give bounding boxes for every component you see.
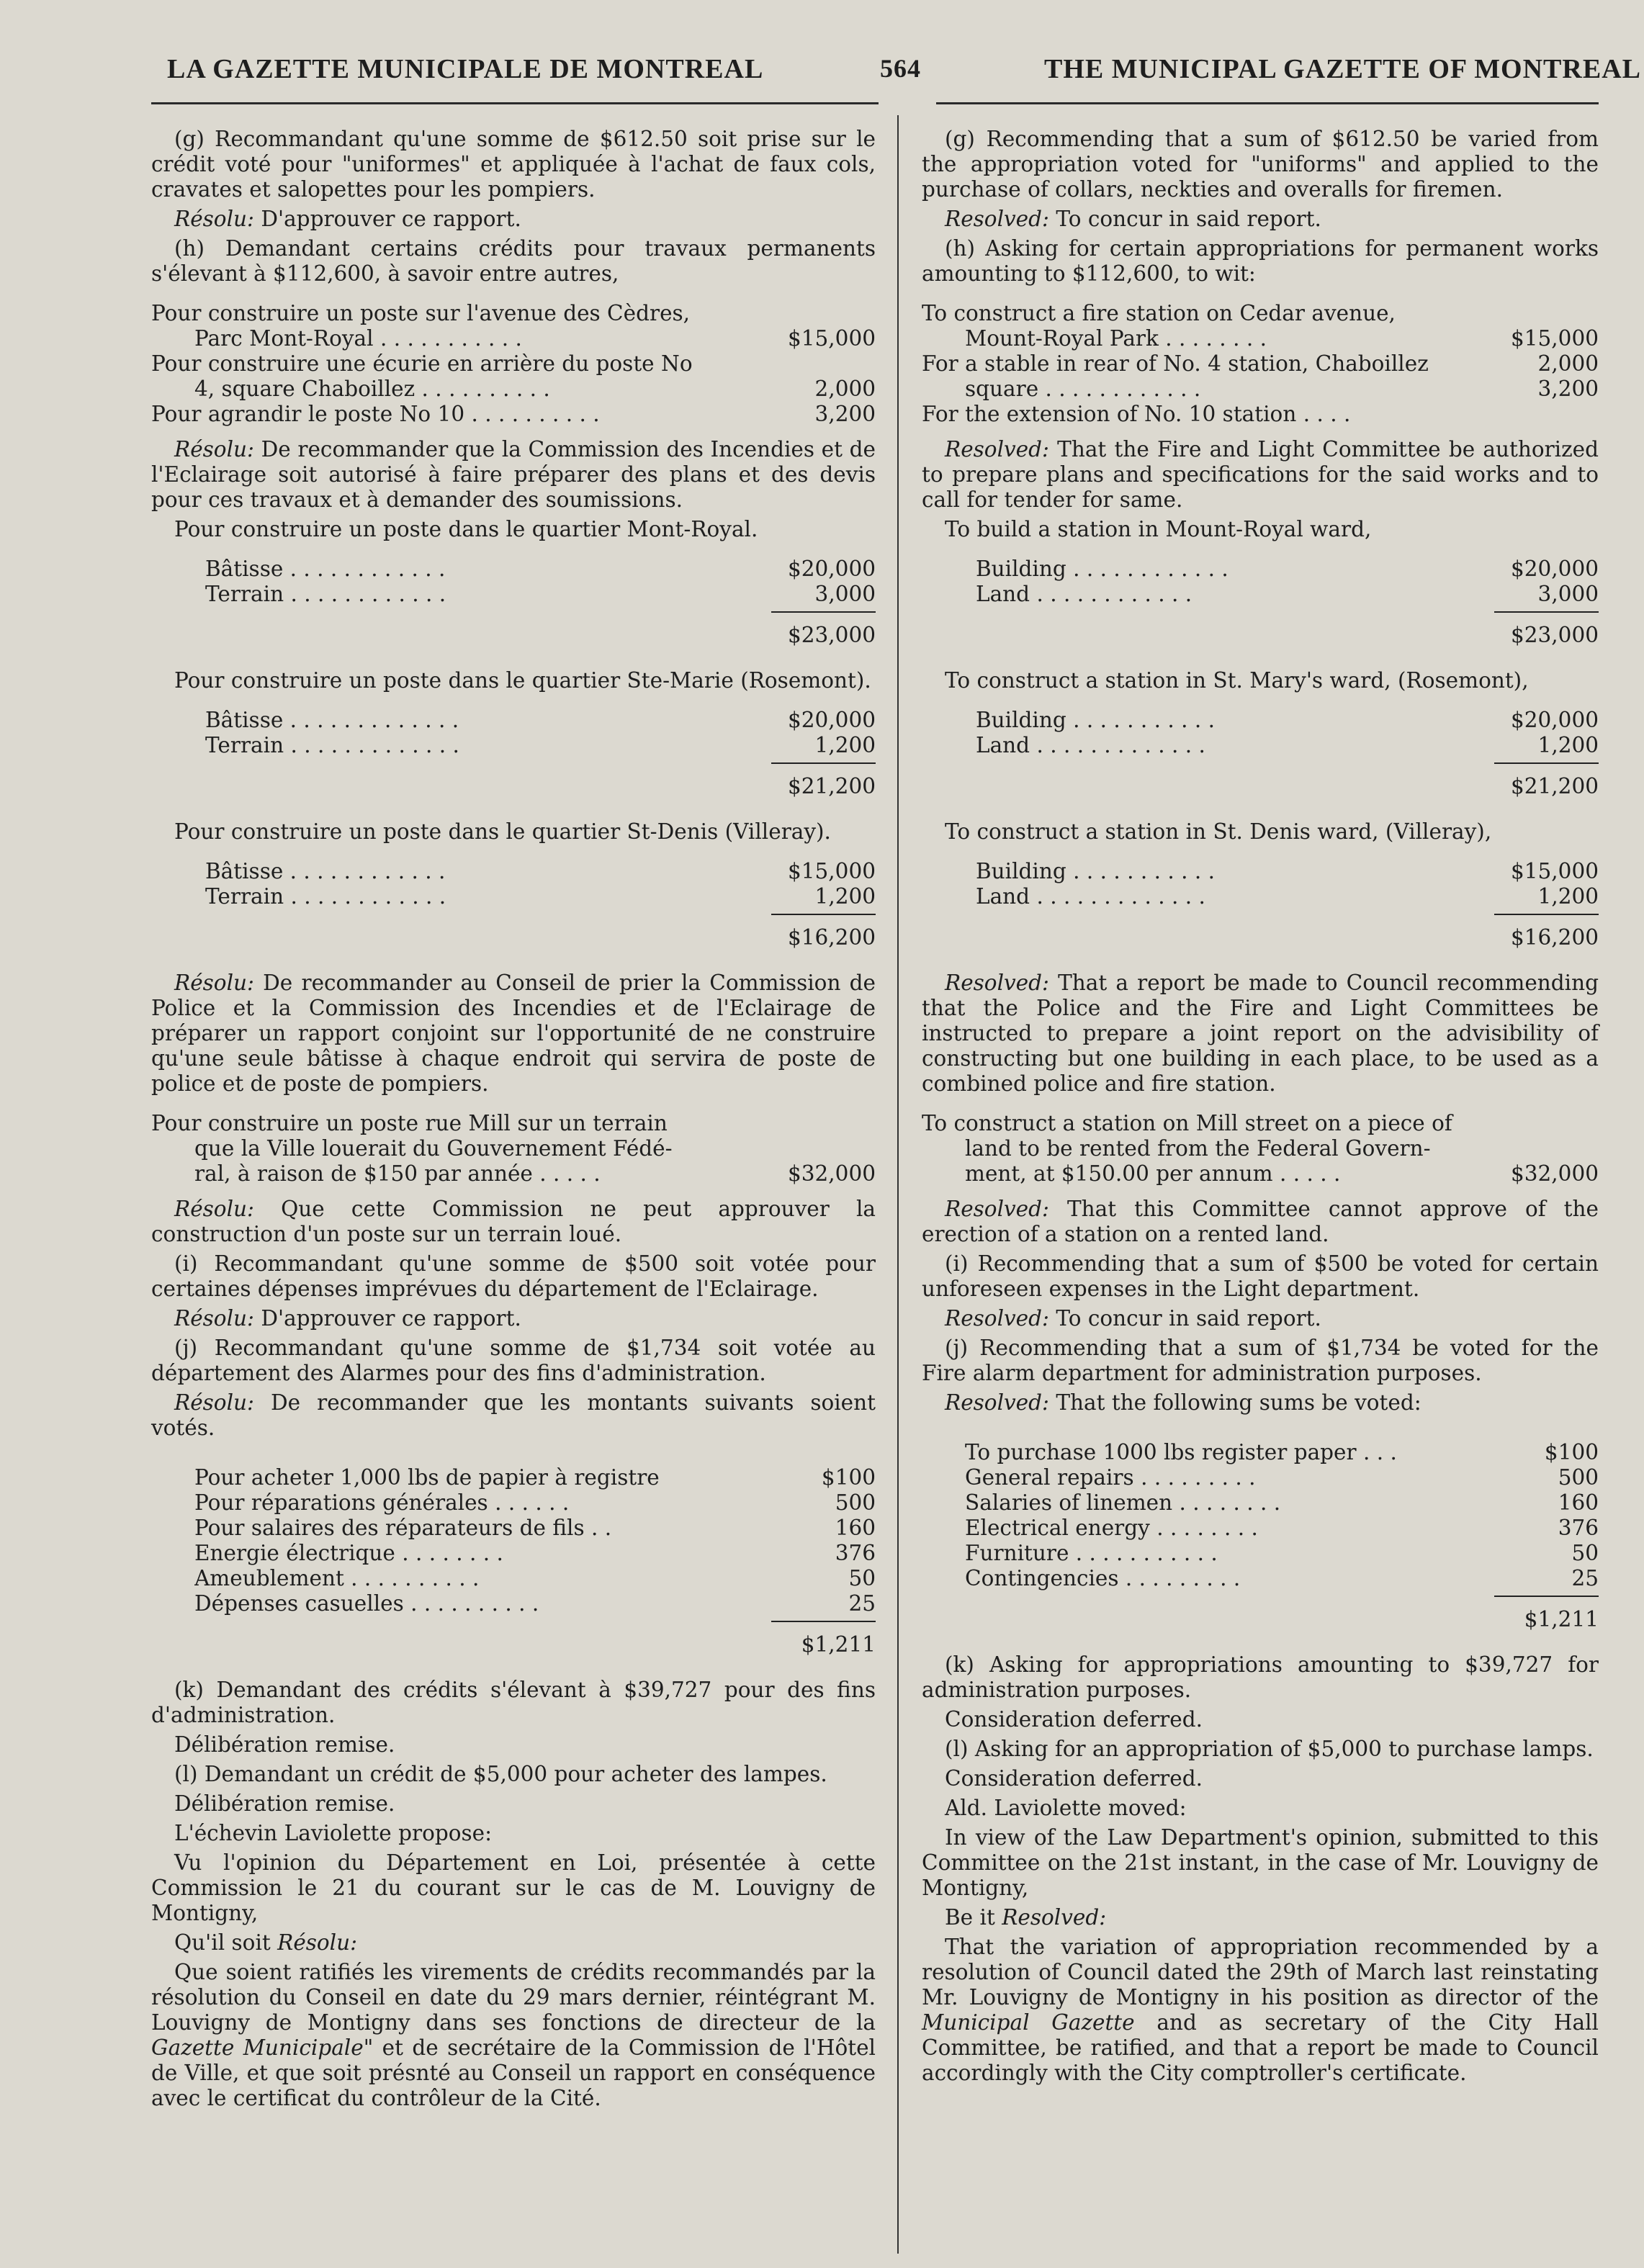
en-combined-resolution: Resolved: That a report be made to Council recommending that the Police and the Fire and Light Committees be instructed to prepare a joint report on the advisibility of constructing but one building in each place, to be used as a combined police and fire station. xyxy=(922,971,1599,1096)
en-item-k: (k) Asking for appropriations amounting to $39,727 for administration purposes. xyxy=(922,1652,1599,1702)
en-mill-line: To construct a station on Mill street on a piece of xyxy=(922,1111,1452,1135)
en-st-mary-title: To construct a station in St. Mary's ward, (Rosemont), xyxy=(945,668,1529,693)
en-be-it-resolved: Be it Resolved: xyxy=(945,1905,1107,1930)
fr-j-line: Dépenses casuelles . . . . . . . . . . 25 xyxy=(194,1591,876,1616)
fr-g-resolution: Résolu: D'approuver ce rapport. xyxy=(174,207,521,231)
header-rule-right xyxy=(936,102,1599,104)
en-j-line: To purchase 1000 lbs register paper . . . $100 xyxy=(965,1440,1599,1464)
fr-combined-resolution: Résolu: De recommander au Conseil de prier la Commission de Police et la Commission des Incendies et de l'Eclairage de préparer un rapport conjoint sur l'opportunité de ne construire qu'une seule bâtisse à chaque endroit qui servira de poste de police et de poste de pompiers. xyxy=(151,971,876,1096)
en-mill-line: land to be rented from the Federal Govern- xyxy=(965,1136,1431,1161)
fr-h-line: Parc Mont-Royal . . . . . . . . . . . $15,000 xyxy=(194,326,876,351)
fr-j-total: $1,211 xyxy=(151,1621,876,1657)
en-st-denis-title: To construct a station in St. Denis ward, (Villeray), xyxy=(945,819,1492,844)
fr-mr-total: $23,000 xyxy=(151,611,876,648)
fr-sm-total: $21,200 xyxy=(151,762,876,799)
fr-final-resolution: Que soient ratifiés les virements de crédits recommandés par la résolution du Conseil en date du 29 mars dernier, réintégrant M. Louvigny de Montigny dans ses fonctions de directeur de la Gazette Municipale" et de secrétaire de la Commission de l'Hôtel de Ville, et que soit présnté au Conseil un rapport en conséquence avec le certificat du contrôleur de la Cité. xyxy=(151,1960,876,2110)
fr-j-line: Pour réparations générales . . . . . . 500 xyxy=(194,1490,876,1515)
fr-i-resolution: Résolu: D'approuver ce rapport. xyxy=(174,1306,521,1331)
fr-st-denis-title: Pour construire un poste dans le quartier St-Denis (Villeray). xyxy=(174,819,831,844)
en-item-i: (i) Recommending that a sum of $500 be voted for certain unforeseen expenses in the Light department. xyxy=(922,1251,1599,1301)
en-item-j: (j) Recommending that a sum of $1,734 be voted for the Fire alarm department for administration purposes. xyxy=(922,1336,1599,1385)
fr-laviolette-moves: L'échevin Laviolette propose: xyxy=(174,1821,493,1845)
en-mr-land: Land . . . . . . . . . . . . 3,000 xyxy=(976,582,1599,606)
en-sm-building: Building . . . . . . . . . . . $20,000 xyxy=(976,708,1599,732)
fr-mr-building: Bâtisse . . . . . . . . . . . . $20,000 xyxy=(205,557,876,581)
en-h-resolution: Resolved: That the Fire and Light Committee be authorized to prepare plans and specifications for the said works and to call for tender for same. xyxy=(922,437,1599,512)
fr-j-resolution: Résolu: De recommander que les montants suivants soient votés. xyxy=(151,1390,876,1440)
fr-mr-land: Terrain . . . . . . . . . . . . 3,000 xyxy=(205,582,876,606)
fr-mill-resolution: Résolu: Que cette Commission ne peut approuver la construction d'un poste sur un terrain loué. xyxy=(151,1197,876,1246)
fr-ste-marie-title: Pour construire un poste dans le quartier Ste-Marie (Rosemont). xyxy=(174,668,871,693)
fr-item-k: (k) Demandant des crédits s'élevant à $39,727 pour des fins d'administration. xyxy=(151,1678,876,1727)
fr-l-deferred: Délibération remise. xyxy=(174,1791,395,1816)
fr-be-it-resolved: Qu'il soit Résolu: xyxy=(174,1930,358,1955)
fr-sm-building: Bâtisse . . . . . . . . . . . . . $20,000 xyxy=(205,708,876,732)
en-mount-royal-title: To build a station in Mount-Royal ward, xyxy=(945,517,1372,541)
fr-h-line: 4, square Chaboillez . . . . . . . . . . 2,000 xyxy=(194,377,876,401)
fr-item-j: (j) Recommandant qu'une somme de $1,734 soit votée au département des Alarmes pour des fins d'administration. xyxy=(151,1336,876,1385)
fr-mill-line: Pour construire un poste rue Mill sur un terrain xyxy=(151,1111,668,1135)
fr-item-g: (g) Recommandant qu'une somme de $612.50 soit prise sur le crédit voté pour "uniformes" et appliquée à l'achat de faux cols, cravates et salopettes pour les pompiers. xyxy=(151,127,876,202)
en-item-l: (l) Asking for an appropriation of $5,000 to purchase lamps. xyxy=(945,1737,1594,1761)
english-column xyxy=(922,127,1599,2090)
en-mill-resolution: Resolved: That this Committee cannot approve of the erection of a station on a rented land. xyxy=(922,1197,1599,1246)
fr-sm-land: Terrain . . . . . . . . . . . . . 1,200 xyxy=(205,733,876,757)
en-j-resolution: Resolved: That the following sums be voted: xyxy=(945,1390,1421,1415)
french-column xyxy=(151,127,876,2115)
fr-item-h: (h) Demandant certains crédits pour travaux permanents s'élevant à $112,600, à savoir entre autres, xyxy=(151,236,876,286)
fr-j-line: Energie électrique . . . . . . . . 376 xyxy=(194,1541,876,1565)
en-h-line: To construct a fire station on Cedar avenue, xyxy=(922,301,1396,325)
en-g-resolution: Resolved: To concur in said report. xyxy=(945,207,1321,231)
fr-j-line: Ameublement . . . . . . . . . . 50 xyxy=(194,1566,876,1590)
en-h-line: square . . . . . . . . . . . . 3,200 xyxy=(965,377,1599,401)
fr-h-line: Pour construire un poste sur l'avenue des Cèdres, xyxy=(151,301,691,325)
fr-mill-line: que la Ville louerait du Gouvernement Fédé- xyxy=(194,1136,673,1161)
en-whereas: In view of the Law Department's opinion, submitted to this Committee on the 21st instant, in the case of Mr. Louvigny de Montigny, xyxy=(922,1825,1599,1900)
en-h-line: For a stable in rear of No. 4 station, Chaboillez 2,000 xyxy=(922,351,1599,376)
en-j-line: General repairs . . . . . . . . . 500 xyxy=(965,1465,1599,1490)
en-laviolette-moves: Ald. Laviolette moved: xyxy=(945,1796,1187,1820)
header-left-title: LA GAZETTE MUNICIPALE DE MONTREAL xyxy=(167,54,764,84)
en-sm-land: Land . . . . . . . . . . . . . 1,200 xyxy=(976,733,1599,757)
fr-k-deferred: Délibération remise. xyxy=(174,1732,395,1757)
en-j-line: Salaries of linemen . . . . . . . . 160 xyxy=(965,1490,1599,1515)
en-j-line: Contingencies . . . . . . . . . 25 xyxy=(965,1566,1599,1590)
en-h-line: For the extension of No. 10 station . . . . xyxy=(922,402,1351,426)
en-sm-total: $21,200 xyxy=(922,762,1599,799)
en-sd-land: Land . . . . . . . . . . . . . 1,200 xyxy=(976,884,1599,909)
en-sd-building: Building . . . . . . . . . . . $15,000 xyxy=(976,859,1599,883)
page-number: 564 xyxy=(880,54,921,83)
en-final-resolution: That the variation of appropriation recommended by a resolution of Council dated the 29th of March last reinstating Mr. Louvigny de Montigny in his position as director of the Municipal Gazette and as secretary of the City Hall Committee, be ratified, and that a report be made to Council accordingly with the City comptroller's certificate. xyxy=(922,1935,1599,2085)
en-sd-total: $16,200 xyxy=(922,914,1599,950)
fr-sd-total: $16,200 xyxy=(151,914,876,950)
en-j-total: $1,211 xyxy=(922,1596,1599,1632)
fr-h-line: Pour construire une écurie en arrière du poste No xyxy=(151,351,693,376)
fr-sd-building: Bâtisse . . . . . . . . . . . . $15,000 xyxy=(205,859,876,883)
en-j-line: Furniture . . . . . . . . . . . 50 xyxy=(965,1541,1599,1565)
fr-sd-land: Terrain . . . . . . . . . . . . 1,200 xyxy=(205,884,876,909)
fr-h-resolution: Résolu: De recommander que la Commission des Incendies et de l'Eclairage soit autorisé à faire préparer des plans et des devis pour ces travaux et à demander des soumissions. xyxy=(151,437,876,512)
column-divider xyxy=(897,115,899,2254)
header-right-title: THE MUNICIPAL GAZETTE OF MONTREAL xyxy=(1044,54,1641,84)
fr-h-line: Pour agrandir le poste No 10 . . . . . . . . . . 3,200 xyxy=(151,402,876,426)
en-l-deferred: Consideration deferred. xyxy=(945,1766,1203,1791)
fr-mill-line: ral, à raison de $150 par année . . . . . $32,000 xyxy=(194,1161,876,1186)
en-h-line: Mount-Royal Park . . . . . . . . $15,000 xyxy=(965,326,1599,351)
en-j-line: Electrical energy . . . . . . . . 376 xyxy=(965,1516,1599,1540)
en-k-deferred: Consideration deferred. xyxy=(945,1707,1203,1732)
en-item-g: (g) Recommending that a sum of $612.50 be varied from the appropriation voted for "uniforms" and applied to the purchase of collars, neckties and overalls for firemen. xyxy=(922,127,1599,202)
fr-j-line: Pour acheter 1,000 lbs de papier à registre $100 xyxy=(194,1465,876,1490)
fr-mont-royal-title: Pour construire un poste dans le quartier Mont-Royal. xyxy=(174,517,758,541)
header-rule-left xyxy=(151,102,879,104)
fr-whereas: Vu l'opinion du Département en Loi, présentée à cette Commission le 21 du courant sur le cas de M. Louvigny de Montigny, xyxy=(151,1850,876,1925)
fr-j-line: Pour salaires des réparateurs de fils . . 160 xyxy=(194,1516,876,1540)
en-i-resolution: Resolved: To concur in said report. xyxy=(945,1306,1321,1331)
en-mr-building: Building . . . . . . . . . . . . $20,000 xyxy=(976,557,1599,581)
en-item-h: (h) Asking for certain appropriations for permanent works amounting to $112,600, to wit: xyxy=(922,236,1599,286)
en-mr-total: $23,000 xyxy=(922,611,1599,648)
en-mill-line: ment, at $150.00 per annum . . . . . $32,000 xyxy=(965,1161,1599,1186)
fr-item-i: (i) Recommandant qu'une somme de $500 soit votée pour certaines dépenses imprévues du département de l'Eclairage. xyxy=(151,1251,876,1301)
fr-item-l: (l) Demandant un crédit de $5,000 pour acheter des lampes. xyxy=(174,1762,827,1786)
fr-resolu-label: Résolu: xyxy=(174,207,254,231)
